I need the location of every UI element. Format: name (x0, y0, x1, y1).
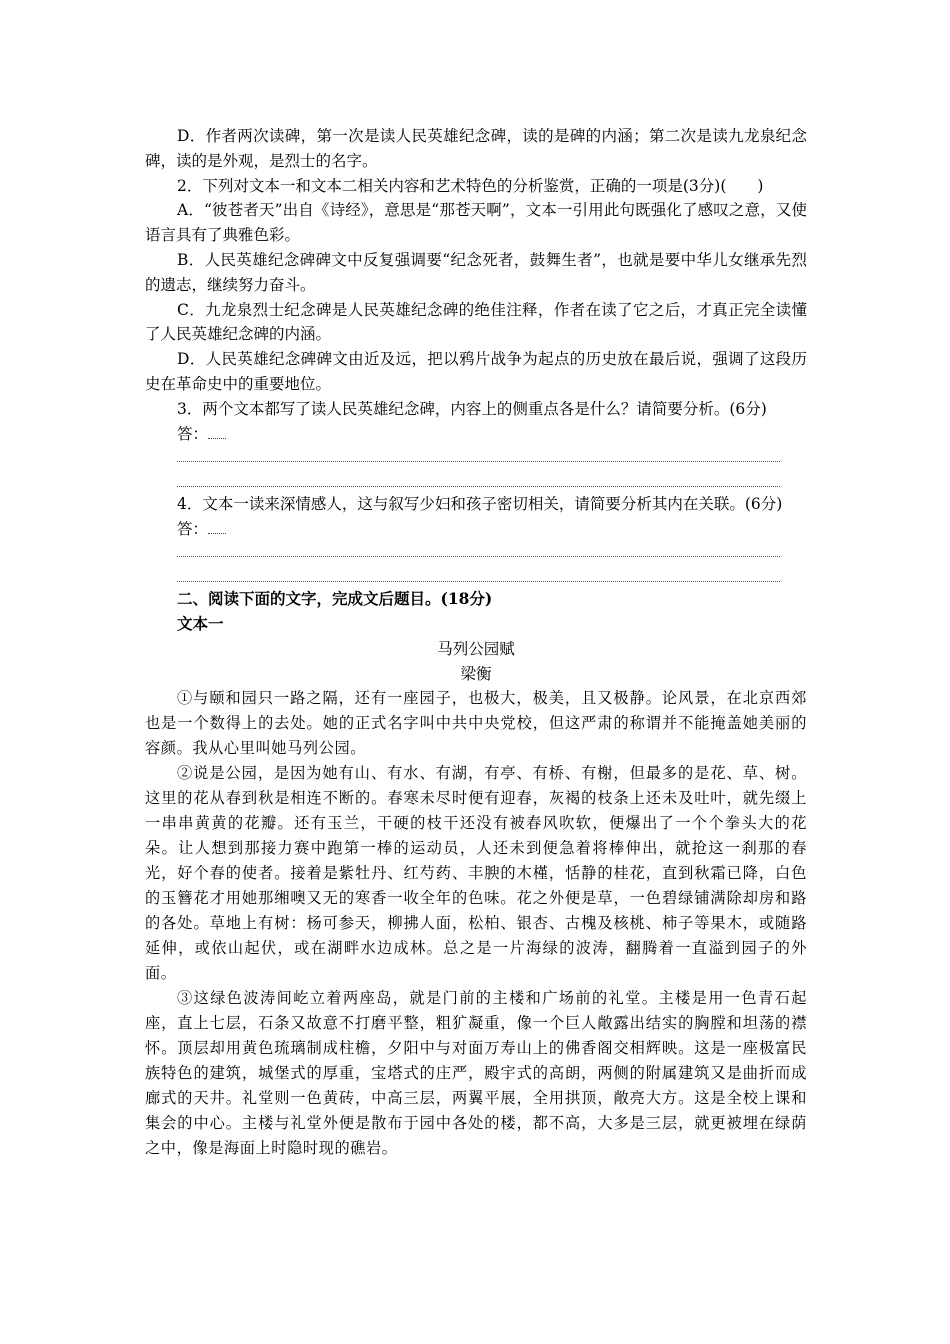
article-title: 马列公园赋 (437, 639, 515, 658)
q4-stem: 4．文本一读来深情感人，这与叙写少妇和孩子密切相关，请简要分析其内在关联。(6分) (177, 494, 783, 513)
q4-answer-blank[interactable] (208, 519, 226, 534)
q2-option-a: A．“彼苍者天”出自《诗经》，意思是“那苍天啊”，文本一引用此句既强化了感叹之意，又使语言具有了典雅色彩。 (145, 201, 807, 245)
q3-answer-line-1[interactable] (177, 437, 780, 462)
q4-answer-line-1[interactable] (177, 533, 780, 558)
section-heading: 二、阅读下面的文字，完成文后题目。(18分) (177, 589, 493, 609)
text-label: 文本一 (177, 613, 224, 633)
q3-stem: 3．两个文本都写了读人民英雄纪念碑，内容上的侧重点各是什么？请简要分析。(6分) (177, 399, 767, 418)
q2-option-c: C．九龙泉烈士纪念碑是人民英雄纪念碑的绝佳注释，作者在读了它之后，才真正完全读懂了人民英雄纪念碑的内涵。 (145, 300, 807, 344)
q2-stem: 2．下列对文本一和文本二相关内容和艺术特色的分析鉴赏，正确的一项是(3分)( ) (177, 176, 764, 195)
q3-answer-line-2[interactable] (177, 462, 780, 487)
q3-answer-blank[interactable] (208, 424, 226, 439)
q1-option-d: D．作者两次读碑，第一次是读人民英雄纪念碑，读的是碑的内涵；第二次是读九龙泉纪念碑，读的是外观，是烈士的名字。 (145, 127, 807, 170)
article-paragraph-2: ②说是公园，是因为她有山、有水、有湖，有亭、有桥、有榭，但最多的是花、草、树。这里的花从春到秋是相连不断的。春寒未尽时便有迎春，灰褐的枝条上还未及吐叶，就先缀上一串串黄黄的花瓣。还有玉兰，干硬的枝干还没有被春风吹软，便爆出了一个个拳头大的花朵。让人想到那接力赛中跑第一棒的运动员，人还未到便急着将棒伸出，就抢这一刹那的春光，好个春的使者。接着是紫牡丹、红芍药、丰腴的木槿，恬静的桂花，直到秋霜已降，白色的玉簪花才用她那缃噢又无的寒香一收全年的色味。花之外便是草，一色碧绿铺满除却房和路的各处。草地上有树：杨可参天，柳拂人面，松柏、银杏、古槐及核桃、柿子等果木，或随路延伸，或依山起伏，或在湖畔水边成林。总之是一片海绿的波涛，翻腾着一直溢到园子的外面。 (145, 764, 807, 983)
article-author: 梁衡 (460, 664, 492, 683)
q3-answer-label: 答： (177, 424, 209, 443)
article-paragraph-3: ③这绿色波涛间屹立着两座岛，就是门前的主楼和广场前的礼堂。主楼是用一色青石起座，直上七层，石条又故意不打磨平整，粗犷凝重，像一个巨人敞露出结实的胸膛和坦荡的襟怀。顶层却用黄色琉璃制成柱檐，夕阳中与对面万寿山上的佛香阁交相辉映。这是一座极富民族特色的建筑，城堡式的厚重，宝塔式的庄严，殿宇式的高朗，两侧的附属建筑又是曲折而成廊式的天井。礼堂则一色黄砖，中高三层，两翼平展，全用拱顶，敞亮大方。这是全校上课和集会的中心。主楼与礼堂外便是散布于园中各处的楼，都不高，大多是三层，就更被埋在绿荫之中，像是海面上时隐时现的礁岩。 (145, 989, 807, 1158)
article-paragraph-1: ①与颐和园只一路之隔，还有一座园子，也极大，极美，且又极静。论风景，在北京西郊也是一个数得上的去处。她的正式名字叫中共中央党校，但这严肃的称谓并不能掩盖她美丽的容颜。我从心里叫她马列公园。 (145, 689, 807, 758)
q4-answer-label: 答： (177, 519, 209, 538)
q2-option-b: B．人民英雄纪念碑碑文中反复强调要“纪念死者，鼓舞生者”，也就是要中华儿女继承先烈的遗志，继续努力奋斗。 (145, 250, 807, 294)
q4-answer-line-2[interactable] (177, 557, 780, 582)
q2-option-d: D．人民英雄纪念碑碑文由近及远，把以鸦片战争为起点的历史放在最后说，强调了这段历史在革命史中的重要地位。 (145, 350, 807, 393)
document-page (145, 124, 807, 1161)
